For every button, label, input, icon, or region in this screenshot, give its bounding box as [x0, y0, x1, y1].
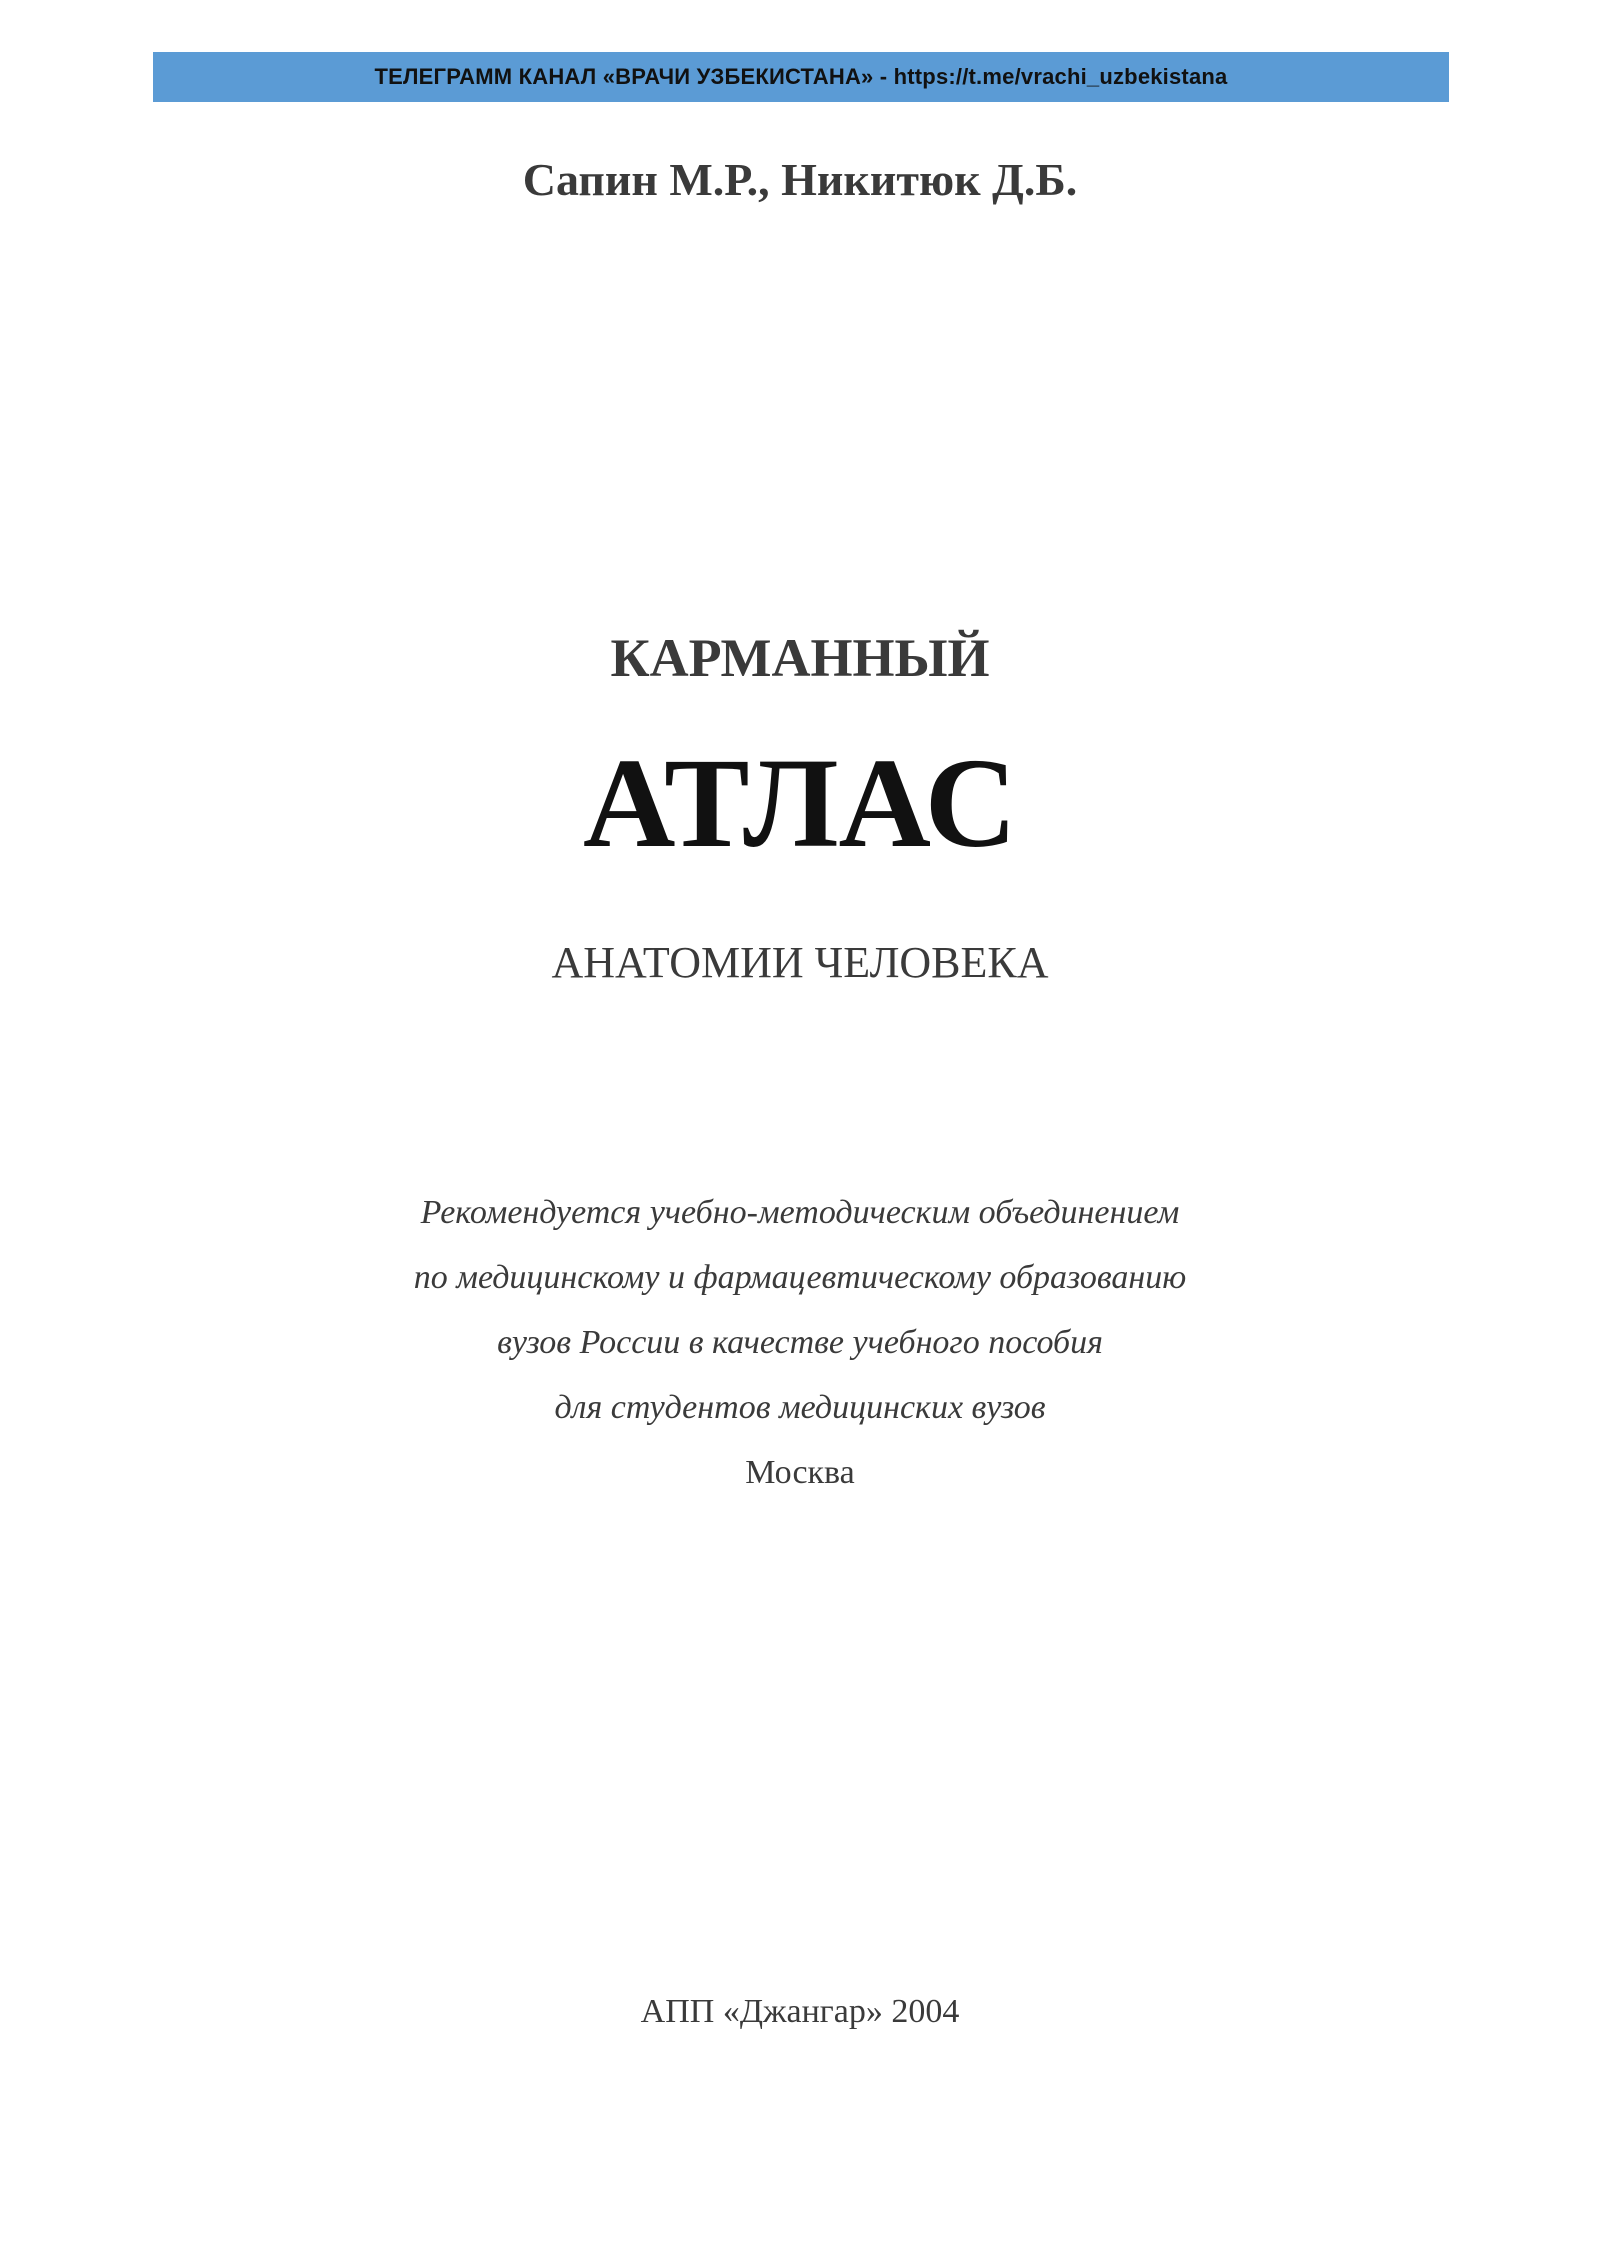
authors: Сапин М.Р., Никитюк Д.Б. [522, 154, 1078, 205]
recommendation-line: вузов России в качестве учебного пособия [497, 1324, 1103, 1361]
city: Москва [745, 1454, 855, 1491]
publisher-line: АПП «Джангар» 2004 [640, 1993, 960, 2030]
recommendation-block [0, 1180, 1600, 1505]
telegram-banner[interactable] [153, 52, 1449, 102]
recommendation-line: по медицинскому и фармацевтическому образованию [413, 1259, 1187, 1296]
telegram-banner-text[interactable]: ТЕЛЕГРАММ КАНАЛ «ВРАЧИ УЗБЕКИСТАНА» - https://t.me/vrachi_uzbekistana [374, 64, 1228, 89]
title-atlas: АТЛАС [582, 732, 1018, 874]
recommendation-line: для студентов медицинских вузов [554, 1389, 1046, 1426]
recommendation-line: Рекомендуется учебно-методическим объединением [420, 1194, 1180, 1231]
title-pocket: КАРМАННЫЙ [610, 628, 990, 688]
title-human-anatomy: АНАТОМИИ ЧЕЛОВЕКА [551, 938, 1049, 987]
